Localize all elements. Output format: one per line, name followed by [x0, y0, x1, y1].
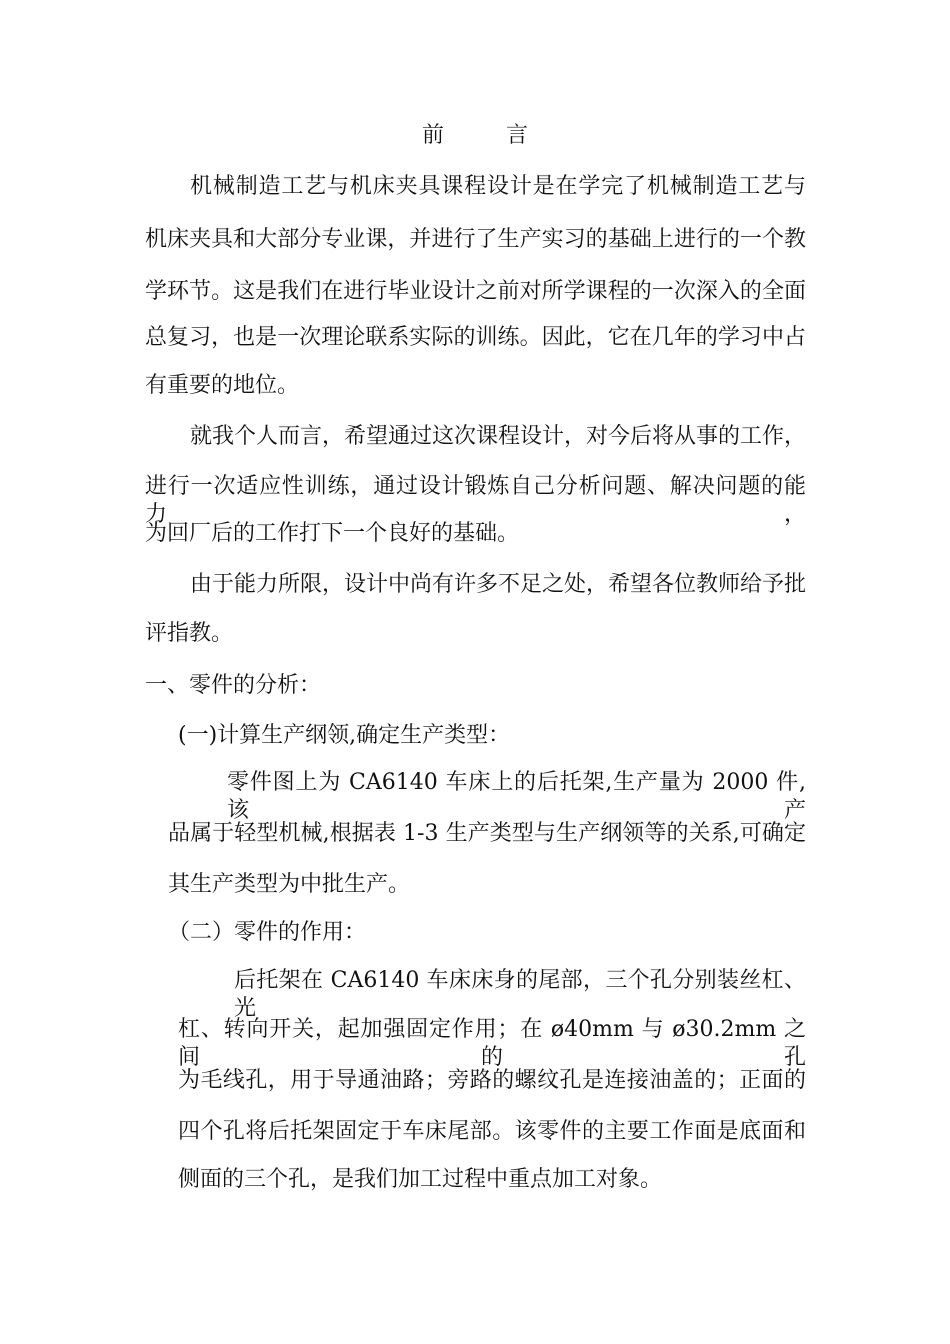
title-char-2: 言: [506, 123, 529, 148]
section-heading: 一、零件的分析：: [145, 673, 322, 698]
preface-p3-line-1: 由于能力所限，设计中尚有许多不足之处，希望各位教师给予批: [190, 572, 807, 597]
subsection-2-line-1: 后托架在 CA6140 车床床身的尾部，三个孔分别装丝杠、光: [234, 968, 806, 1021]
preface-p2-line-1: 就我个人而言，希望通过这次课程设计，对今后将从事的工作，: [190, 424, 807, 449]
subsection-2-line-2: 杠、转向开关，起加强固定作用；在 ø40mm 与 ø30.2mm 之间的孔: [178, 1017, 806, 1070]
subsection-2-heading: （二）零件的作用：: [168, 920, 367, 945]
preface-p3-line-2: 评指教。: [145, 621, 234, 646]
preface-p1-line-3: 学环节。这是我们在进行毕业设计之前对所学课程的一次深入的全面: [145, 279, 806, 304]
page-title: [0, 118, 950, 149]
subsection-1-heading: (一)计算生产纲领,确定生产类型：: [178, 723, 511, 748]
subsection-2-line-3: 为毛线孔，用于导通油路；旁路的螺纹孔是连接油盖的；正面的: [178, 1068, 806, 1093]
preface-p2-line-2: 进行一次适应性训练，通过设计锻炼自己分析问题、解决问题的能力，: [145, 474, 806, 527]
preface-p1-line-1: 机械制造工艺与机床夹具课程设计是在学完了机械制造工艺与: [190, 174, 806, 199]
subsection-2-line-5: 侧面的三个孔，是我们加工过程中重点加工对象。: [178, 1167, 663, 1192]
subsection-1-line-2: 品属于轻型机械,根据表 1-3 生产类型与生产纲领等的关系,可确定: [168, 821, 806, 846]
subsection-1-line-1: 零件图上为 CA6140 车床上的后托架,生产量为 2000 件,该产: [227, 770, 806, 823]
subsection-2-line-4: 四个孔将后托架固定于车床尾部。该零件的主要工作面是底面和: [178, 1119, 806, 1144]
title-char-1: 前: [421, 123, 444, 148]
preface-p2-line-3: 为回厂后的工作打下一个良好的基础。: [145, 521, 520, 546]
preface-p1-line-5: 有重要的地位。: [145, 373, 300, 398]
preface-p1-line-4: 总复习，也是一次理论联系实际的训练。因此，它在几年的学习中占: [145, 325, 806, 350]
preface-p1-line-2: 机床夹具和大部分专业课，并进行了生产实习的基础上进行的一个教: [145, 227, 806, 252]
subsection-1-line-3: 其生产类型为中批生产。: [168, 872, 411, 897]
